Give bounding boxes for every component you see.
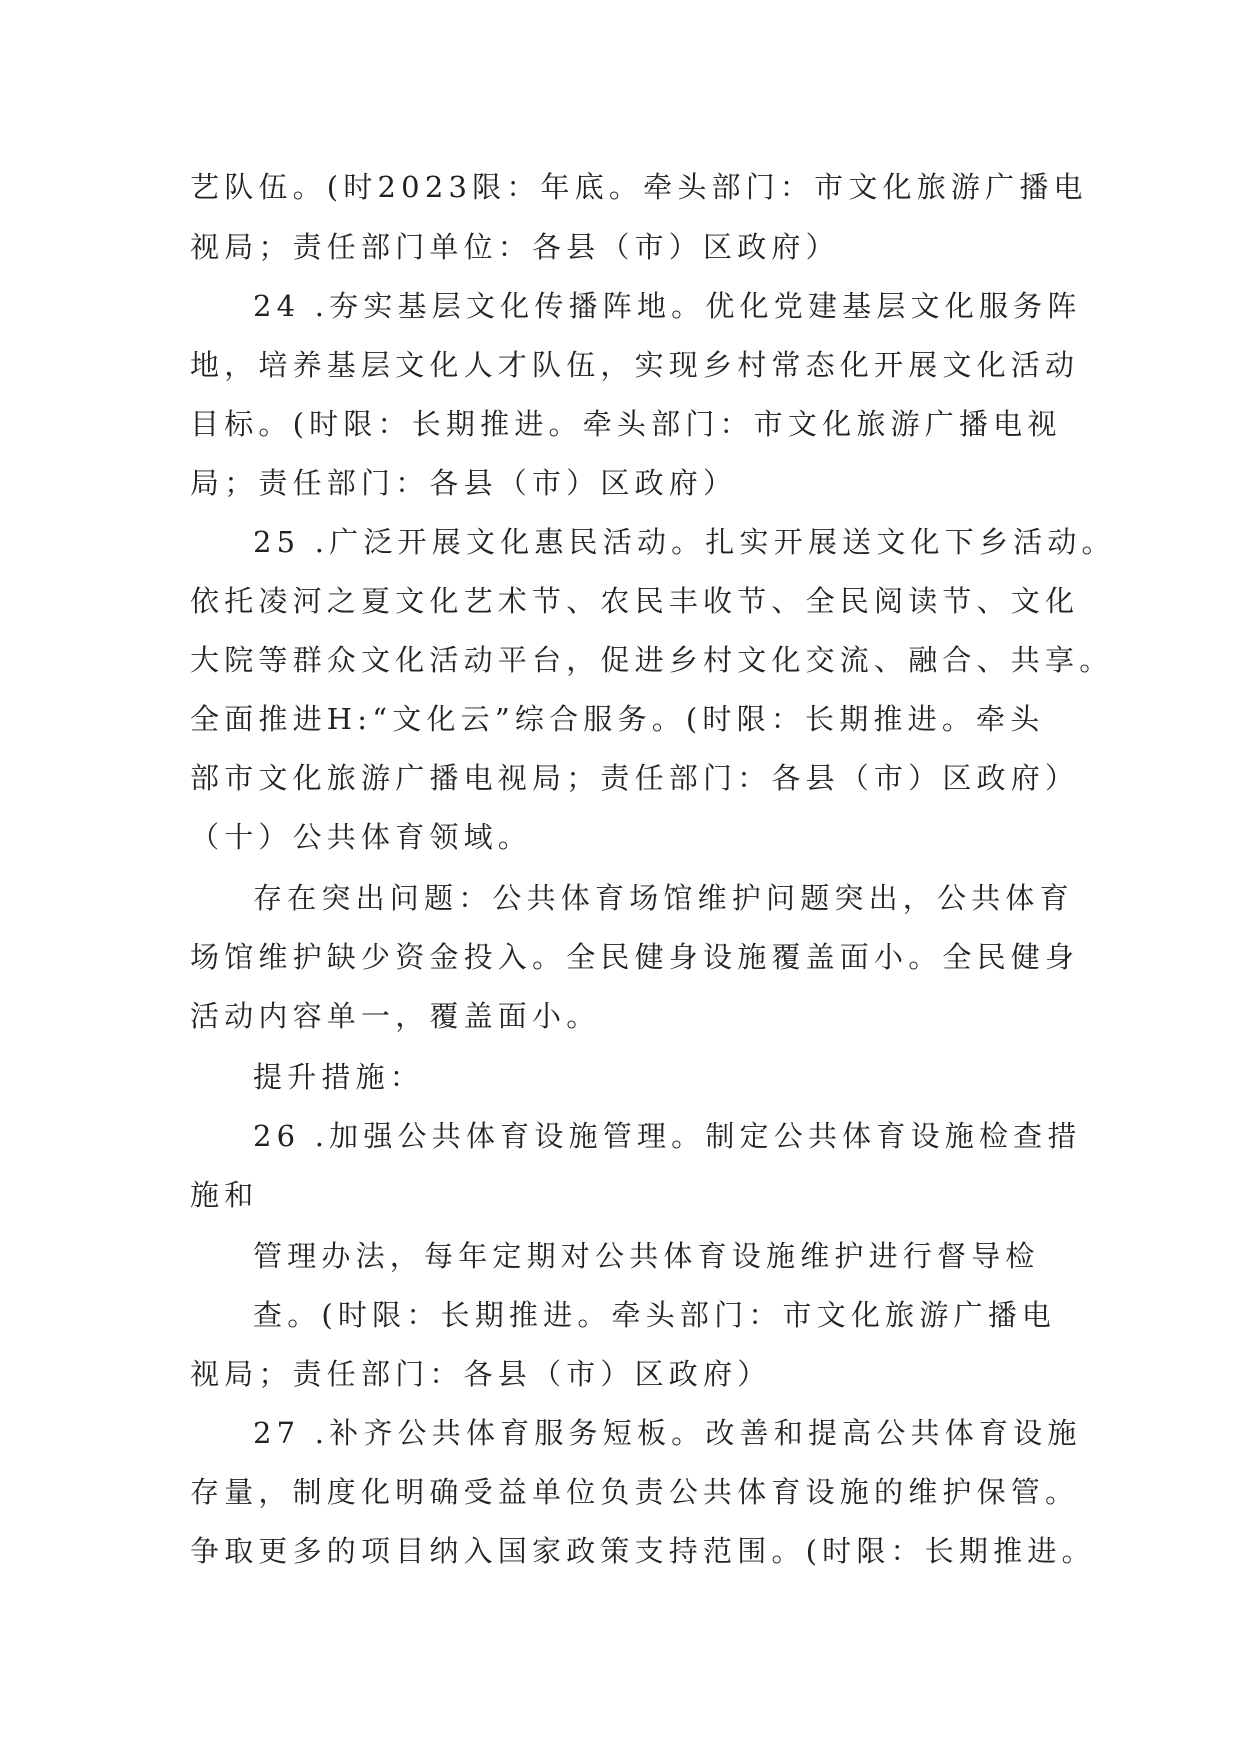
text-line: 场馆维护缺少资金投入。全民健身设施覆盖面小。全民健身 (190, 940, 1080, 974)
text-line: 提升措施： (253, 1060, 425, 1094)
text-line: 全面推进H:“文化云”综合服务。(时限：长期推进。牵头 (190, 702, 1045, 736)
text-line: 活动内容单一，覆盖面小。 (190, 999, 601, 1033)
section-heading: （十）公共体育领域。 (190, 820, 533, 854)
text-line: 26 .加强公共体育设施管理。制定公共体育设施检查措 (253, 1119, 1082, 1153)
text-line: 存量，制度化明确受益单位负责公共体育设施的维护保管。 (190, 1475, 1080, 1509)
text-line: 艺队伍。(时2023限：年底。牵头部门：市文化旅游广播电 (190, 170, 1088, 204)
text-line: 27 .补齐公共体育服务短板。改善和提高公共体育设施 (253, 1416, 1082, 1450)
text-line: 管理办法，每年定期对公共体育设施维护进行督导检 (253, 1239, 1040, 1273)
text-line: 24 .夯实基层文化传播阵地。优化党建基层文化服务阵 (253, 289, 1082, 323)
text-line: 视局；责任部门：各县（市）区政府） (190, 1357, 772, 1391)
text-line: 局；责任部门：各县（市）区政府） (190, 466, 738, 500)
text-line: 争取更多的项目纳入国家政策支持范围。(时限：长期推进。 (190, 1534, 1096, 1568)
text-line: 25 .广泛开展文化惠民活动。扎实开展送文化下乡活动。 (253, 525, 1116, 559)
text-line: 依托凌河之夏文化艺术节、农民丰收节、全民阅读节、文化 (190, 584, 1080, 618)
text-line: 存在突出问题：公共体育场馆维护问题突出，公共体育 (253, 881, 1074, 915)
text-line: 大院等群众文化活动平台，促进乡村文化交流、融合、共享。 (190, 643, 1114, 677)
text-line: 目标。(时限：长期推进。牵头部门：市文化旅游广播电视 (190, 407, 1062, 441)
text-line: 查。(时限：长期推进。牵头部门：市文化旅游广播电 (253, 1298, 1057, 1332)
text-line: 视局；责任部门单位：各县（市）区政府） (190, 230, 840, 264)
text-line: 部市文化旅游广播电视局；责任部门：各县（市）区政府） (190, 761, 1080, 795)
text-line: 地，培养基层文化人才队伍，实现乡村常态化开展文化活动 (190, 348, 1080, 382)
text-line: 施和 (190, 1178, 259, 1212)
